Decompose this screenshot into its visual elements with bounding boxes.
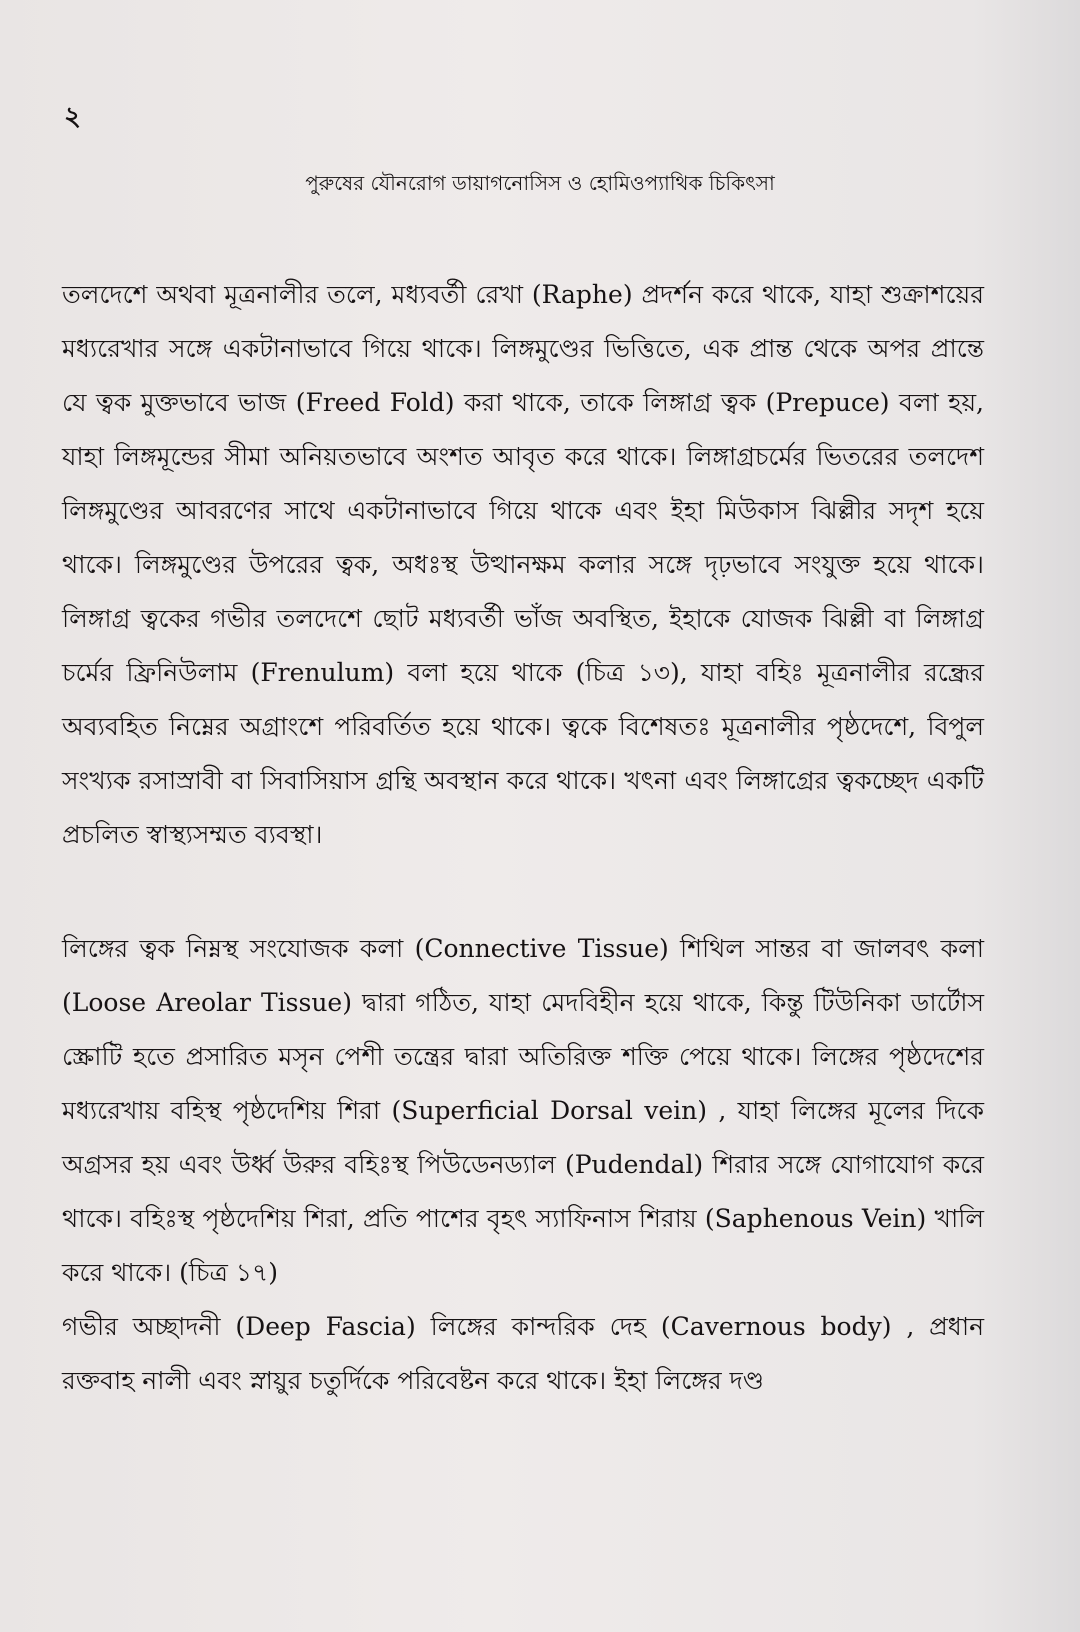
paragraph-2: লিঙ্গের ত্বক নিম্নস্থ সংযোজক কলা (Connective Tissue) শিথিল সান্তর বা জালবৎ কলা (Loose Areolar Tissue) দ্বারা গঠিত, যাহা মেদবিহীন হয়ে থাকে, কিন্তু টিউনিকা ডার্টোস স্ক্রোটি হতে প্রসারিত মসৃন পেশী তন্ত্রের দ্বারা অতিরিক্ত শক্তি পেয়ে থাকে। লিঙ্গের পৃষ্ঠদেশের মধ্যরেখায় বহিস্থ পৃষ্ঠদেশিয় শিরা (Superficial Dorsal vein) , যাহা লিঙ্গের মূলের দিকে অগ্রসর হয় এবং উর্ধ্ব উরুর বহিঃস্থ পিউডেনড্যাল (Pudendal) শিরার সঙ্গে যোগাযোগ করে থাকে। বহিঃস্থ পৃষ্ঠদেশিয় শিরা, প্রতি পাশের বৃহৎ স্যাফিনাস শিরায় (Saphenous Vein) খালি করে থাকে। (চিত্র ১৭) [62, 934, 984, 1287]
body-text [62, 268, 984, 1408]
page-number: ২ [64, 102, 81, 132]
running-header: পুরুষের যৌনরোগ ডায়াগনোসিস ও হোমিওপ্যাথিক চিকিৎসা [305, 171, 775, 195]
paragraph-1: তলদেশে অথবা মূত্রনালীর তলে, মধ্যবর্তী রেখা (Raphe) প্রদর্শন করে থাকে, যাহা শুক্রাশয়ের মধ্যরেখার সঙ্গে একটানাভাবে গিয়ে থাকে। লিঙ্গমুণ্ডের ভিত্তিতে, এক প্রান্ত থেকে অপর প্রান্তে যে ত্বক মুক্তভাবে ভাজ (Freed Fold) করা থাকে, তাকে লিঙ্গাগ্র ত্বক (Prepuce) বলা হয়, যাহা লিঙ্গমূন্ডের সীমা অনিয়তভাবে অংশত আবৃত করে থাকে। লিঙ্গাগ্রচর্মের ভিতরের তলদেশ লিঙ্গমুণ্ডের আবরণের সাথে একটানাভাবে গিয়ে থাকে এবং ইহা মিউকাস ঝিল্লীর সদৃশ হয়ে থাকে। লিঙ্গমুণ্ডের উপরের ত্বক, অধঃস্থ উত্থানক্ষম কলার সঙ্গে দৃঢ়ভাবে সংযুক্ত হয়ে থাকে। লিঙ্গাগ্র ত্বকের গভীর তলদেশে ছোট মধ্যবর্তী ভাঁজ অবস্থিত, ইহাকে যোজক ঝিল্লী বা লিঙ্গাগ্র চর্মের ফ্রিনিউলাম (Frenulum) বলা হয়ে থাকে (চিত্র ১৩), যাহা বহিঃ মূত্রনালীর রন্ধ্রের অব্যবহিত নিম্নের অগ্রাংশে পরিবর্তিত হয়ে থাকে। ত্বকে বিশেষতঃ মূত্রনালীর পৃষ্ঠদেশে, বিপুল সংখ্যক রসাস্রাবী বা সিবাসিয়াস গ্রন্থি অবস্থান করে থাকে। খৎনা এবং লিঙ্গাগ্রের ত্বকচ্ছেদ একটি প্রচলিত স্বাস্থ্যসম্মত ব্যবস্থা। [62, 280, 984, 849]
paragraph-3: গভীর অচ্ছাদনী (Deep Fascia) লিঙ্গের কান্দরিক দেহ (Cavernous body) , প্রধান রক্তবাহ নালী এবং স্নায়ুর চতুর্দিকে পরিবেষ্টন করে থাকে। ইহা লিঙ্গের দণ্ড [62, 1312, 984, 1395]
